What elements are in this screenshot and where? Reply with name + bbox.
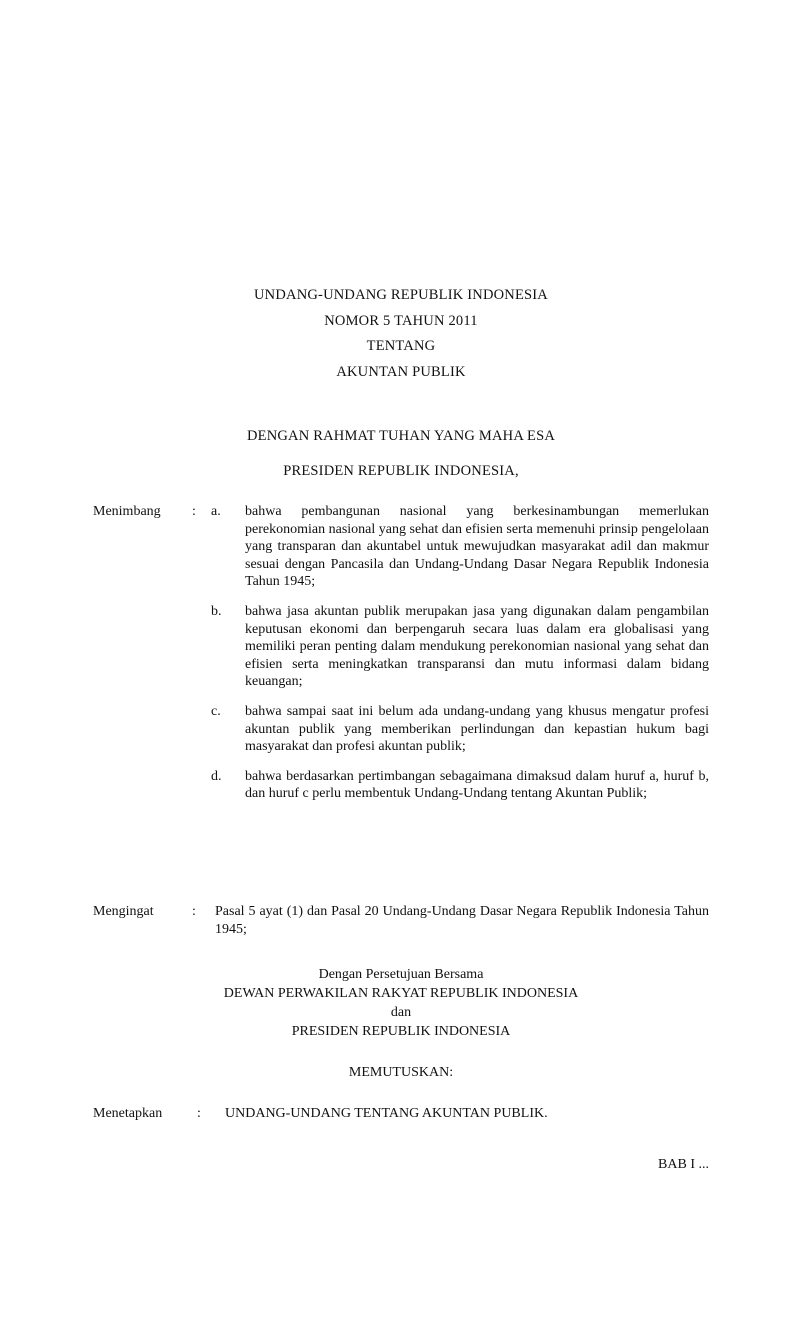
mandate-line-blessing: DENGAN RAHMAT TUHAN YANG MAHA ESA bbox=[246, 428, 556, 444]
item-letter-d: d. bbox=[211, 768, 222, 784]
title-line-subject: AKUNTAN PUBLIK bbox=[336, 363, 466, 380]
considering-item bbox=[211, 603, 709, 691]
mandate-line-president: PRESIDEN REPUBLIK INDONESIA, bbox=[283, 463, 519, 479]
stipulating-text: UNDANG-UNDANG TENTANG AKUNTAN PUBLIK. bbox=[225, 1106, 548, 1121]
item-text-a: bahwa pembangunan nasional yang berkesinambungan memerlukan perekonomian nasional yang sehat dan efisien serta memenuhi prinsip pengelolaan yang transparan dan akuntabel untuk mewujudkan masyarakat adil dan makmur sesuai dengan Pancasila dan Undang-Undang Dasar Negara Republik Indonesia Tahun 1945; bbox=[245, 504, 709, 590]
approval-line-dpr: DEWAN PERWAKILAN RAKYAT REPUBLIK INDONESIA bbox=[223, 986, 579, 1001]
recalling-text: Pasal 5 ayat (1) dan Pasal 20 Undang-Undang Dasar Negara Republik Indonesia Tahun 1945; bbox=[215, 904, 709, 937]
stipulating-label: Menetapkan bbox=[93, 1106, 163, 1121]
approval-block bbox=[93, 965, 709, 1041]
approval-line-president: PRESIDEN REPUBLIK INDONESIA bbox=[291, 1024, 511, 1039]
item-text-b: bahwa jasa akuntan publik merupakan jasa yang digunakan dalam pengambilan keputusan ekonomi dan berpengaruh secara luas dalam era globalisasi yang memiliki peran penting dalam mendukung perekonomian nasional yang sehat dan efisien serta meningkatkan transparansi dan mutu informasi dalam bidang keuangan; bbox=[245, 603, 709, 690]
stipulating-body bbox=[225, 1105, 709, 1123]
considering-item bbox=[211, 768, 709, 803]
recalling-colon: : bbox=[192, 904, 196, 919]
item-text-c: bahwa sampai saat ini belum ada undang-undang yang khusus mengatur profesi akuntan publik yang memberikan perlindungan dan kepastian hukum bagi masyarakat dan profesi akuntan publik; bbox=[245, 703, 709, 755]
item-letter-c: c. bbox=[211, 703, 221, 719]
considering-item bbox=[211, 703, 709, 756]
approval-line-agreement: Dengan Persetujuan Bersama bbox=[318, 967, 484, 982]
considering-item bbox=[211, 503, 709, 591]
document-title-block bbox=[93, 283, 709, 385]
title-line-about: TENTANG bbox=[366, 338, 436, 354]
item-letter-b: b. bbox=[211, 603, 222, 619]
decision-heading: MEMUTUSKAN: bbox=[348, 1065, 454, 1080]
stipulating-colon: : bbox=[197, 1106, 201, 1121]
considering-section bbox=[93, 503, 709, 803]
recalling-section bbox=[93, 903, 709, 938]
considering-colon: : bbox=[192, 504, 196, 519]
considering-label: Menimbang bbox=[93, 504, 161, 519]
item-text-d: bahwa berdasarkan pertimbangan sebagaimana dimaksud dalam huruf a, huruf b, dan huruf c perlu membentuk Undang-Undang tentang Akuntan Publik; bbox=[245, 768, 709, 802]
title-line-law-type: UNDANG-UNDANG REPUBLIK INDONESIA bbox=[254, 287, 548, 303]
considering-items bbox=[211, 503, 709, 803]
recalling-body bbox=[211, 903, 709, 938]
recalling-label: Mengingat bbox=[93, 904, 154, 919]
title-line-number: NOMOR 5 TAHUN 2011 bbox=[324, 312, 478, 329]
approval-line-and: dan bbox=[390, 1005, 412, 1020]
item-letter-a: a. bbox=[211, 504, 221, 519]
stipulating-section bbox=[93, 1105, 709, 1123]
continuation-note: BAB I ... bbox=[658, 1157, 709, 1172]
mandate-block bbox=[93, 419, 709, 489]
